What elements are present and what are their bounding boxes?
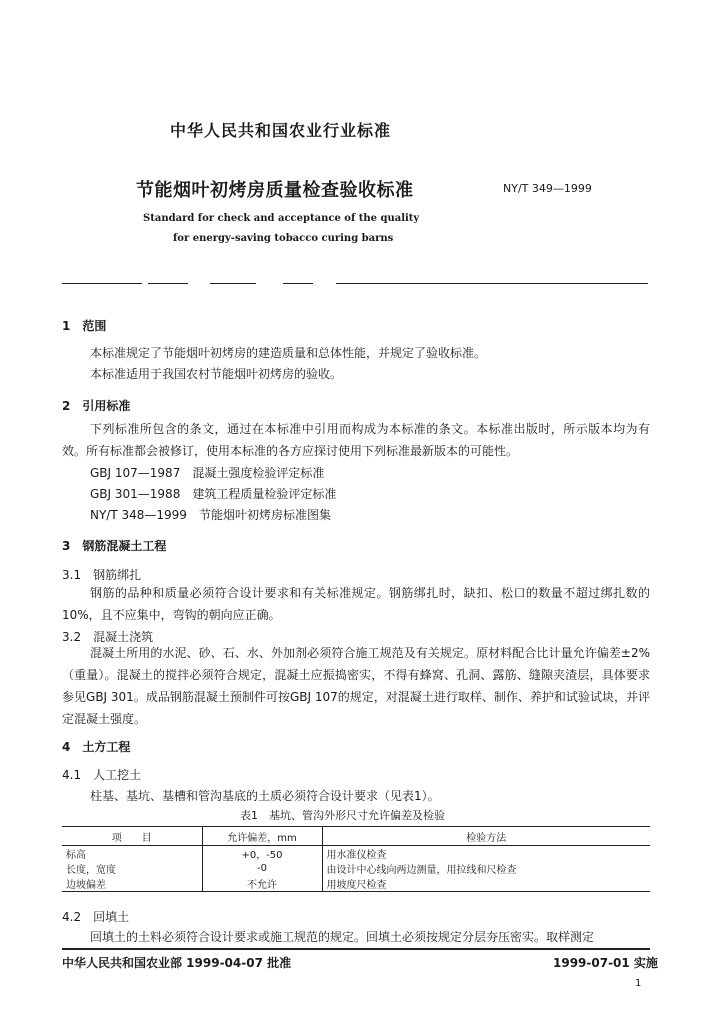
table-cell: -0 <box>202 861 322 876</box>
section-1-heading: 1 范围 <box>62 319 107 333</box>
table-cell: 用水准仪检查 <box>326 850 387 861</box>
footer-divider <box>62 948 650 950</box>
table-header-cell: 项 目 <box>62 827 202 846</box>
english-title-line1: Standard for check and acceptance of the quality <box>143 213 420 224</box>
section-2-heading: 2 引用标准 <box>62 399 131 413</box>
table-cell: 边坡偏差 <box>62 876 202 892</box>
document-title: 节能烟叶初烤房质量检查验收标准 <box>136 180 414 201</box>
reference-item: GBJ 107—1987 混凝土强度检验评定标准 <box>90 466 325 480</box>
english-title-line2: for energy-saving tobacco curing barns <box>173 233 394 244</box>
section-4-1-heading: 4.1 人工挖土 <box>62 768 142 782</box>
table-cell: 不允许 <box>202 876 322 892</box>
table-row <box>62 861 650 876</box>
section-4-1-para: 柱基、基坑、基槽和管沟基底的土质必须符合设计要求（见表1）。 <box>90 789 440 803</box>
section-3-1-heading: 3.1 钢筋绑扎 <box>62 568 142 582</box>
table-header-row <box>62 827 650 846</box>
table-cell: 由设计中心线向两边测量，用拉线和尺检查 <box>326 865 517 876</box>
table-cell: +0，-50 <box>202 846 322 862</box>
section-1-para-2: 本标准适用于我国农村节能烟叶初烤房的验收。 <box>90 367 343 381</box>
table-caption: 表1 基坑、管沟外形尺寸允许偏差及检验 <box>240 809 445 822</box>
section-3-2-heading: 3.2 混凝土浇筑 <box>62 630 154 644</box>
standard-code: NY/T 349—1999 <box>503 182 592 195</box>
table-header-cell: 检验方法 <box>322 827 650 846</box>
approval-line: 中华人民共和国农业部 1999-04-07 批准 <box>62 956 292 970</box>
reference-item: NY/T 348—1999 节能烟叶初烤房标准图集 <box>90 508 331 522</box>
implementation-date: 1999-07-01 实施 <box>553 956 658 970</box>
section-4-2-heading: 4.2 回填土 <box>62 910 130 924</box>
table-row <box>62 846 650 862</box>
section-3-1-para: 钢筋的品种和质量必须符合设计要求和有关标准规定。钢筋绑扎时，缺扣、松口的数量不超过绑扎数的10%，且不应集中，弯钩的朝向应正确。 <box>62 586 650 622</box>
page-number: 1 <box>635 978 642 989</box>
section-4-2-para: 回填土的土料必须符合设计要求或施工规范的规定。回填土必须按规定分层夯压密实。取样测定 <box>90 930 595 944</box>
deviation-table <box>62 826 650 892</box>
section-3-2-para: 混凝土所用的水泥、砂、石、水、外加剂必须符合施工规范及有关规定。原材料配合比计量允许偏差±2%（重量）。混凝土的搅拌必须符合规定，混凝土应振捣密实，不得有蜂窝、孔洞、露筋、缝隙夹渣层，具体要求参见GBJ 301。成品钢筋混凝土预制件可按GBJ 107的规定，对混凝土进行取样、制作、养护和试验试块，并评定混凝土强度。 <box>62 646 650 726</box>
section-4-heading: 4 土方工程 <box>62 740 131 754</box>
table-cell: 用坡度尺检查 <box>326 880 387 891</box>
table-cell: 标高 <box>62 846 202 862</box>
reference-item: GBJ 301—1988 建筑工程质量检验评定标准 <box>90 487 337 501</box>
section-2-para: 下列标准所包含的条文，通过在本标准中引用而构成为本标准的条文。本标准出版时，所示版本均为有效。所有标准都会被修订，使用本标准的各方应探讨使用下列标准最新版本的可能性。 <box>62 422 650 458</box>
standard-category: 中华人民共和国农业行业标准 <box>170 121 392 140</box>
table-header-cell: 允许偏差，mm <box>202 827 322 846</box>
section-1-para-1: 本标准规定了节能烟叶初烤房的建造质量和总体性能，并规定了验收标准。 <box>90 346 487 360</box>
table-cell: 长度，宽度 <box>62 861 202 876</box>
section-3-heading: 3 钢筋混凝土工程 <box>62 539 167 553</box>
table-row <box>62 876 650 892</box>
